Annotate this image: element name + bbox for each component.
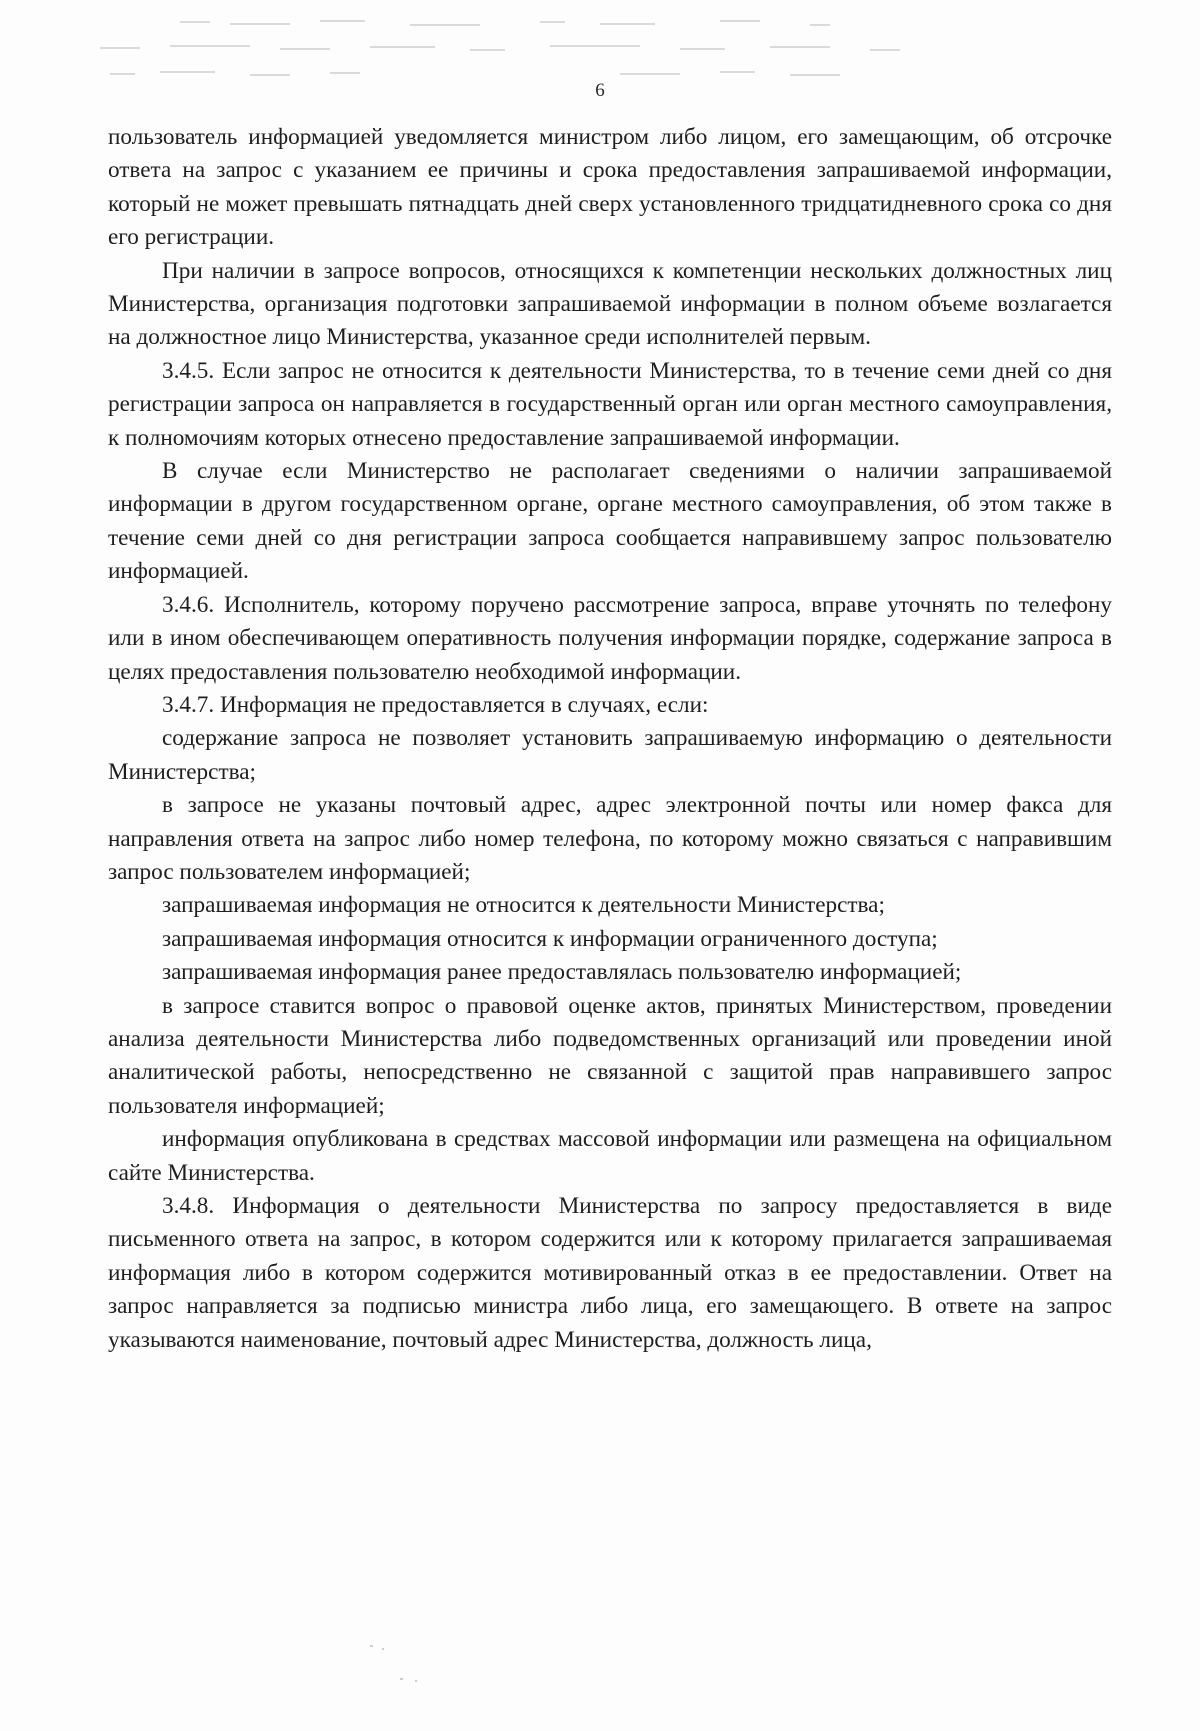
list-item-content-unclear: содержание запроса не позволяет установить запрашиваемую информацию о деятельности Министерства; [108,725,1112,785]
paragraph-3-4-8: 3.4.8. Информация о деятельности Министерства по запросу предоставляется в виде письменного ответа на запрос, в котором содержится или к которому прилагается запрашиваемая информация либо в котором содержится мотивированный отказ в ее предоставлении. Ответ на запрос направляется за подписью министра либо лица, его замещающего. В ответе на запрос указываются наименование, почтовый адрес Министерства, должность лица, [108,1193,1112,1353]
paragraph-continuation: пользователь информацией уведомляется министром либо лицом, его замещающим, об отсрочке ответа на запрос с указанием ее причины и срока предоставления запрашиваемой информации, который не может превышать пятнадцать дней сверх установленного тридцатидневного срока со дня его регистрации. [108,124,1112,251]
paragraph-no-information: В случае если Министерство не располагает сведениями о наличии запрашиваемой информации в другом государственном органе, органе местного самоуправления, об этом также в течение семи дней со дня регистрации запроса сообщается направившему запрос пользователю информацией. [108,458,1112,585]
list-item-no-address: в запросе не указаны почтовый адрес, адрес электронной почты или номер факса для направления ответа на запрос либо номер телефона, по которому можно связаться с направившим запрос пользователем информацией; [108,792,1112,885]
list-item-previously-provided: запрашиваемая информация ранее предоставлялась пользователю информацией; [162,959,962,986]
scan-speck-marks [360,1640,440,1690]
paragraph-3-4-5: 3.4.5. Если запрос не относится к деятельности Министерства, то в течение семи дней со дня регистрации запроса он направляется в государственный орган или орган местного самоуправления, к полномочиям которых отнесено предоставление запрашиваемой информации. [108,357,1112,451]
document-body [108,121,1112,1357]
list-item-already-published: информация опубликована в средствах массовой информации или размещена на официальном сайте Министерства. [108,1126,1112,1186]
list-item-restricted: запрашиваемая информация относится к информации ограниченного доступа; [162,925,938,952]
list-item-legal-assessment: в запросе ставится вопрос о правовой оценке актов, принятых Министерством, проведении анализа деятельности Министерства либо подведомственных организаций или проведении иной аналитической работы, непосредственно не связанной с защитой прав направившего запрос пользователя информацией; [108,992,1112,1119]
paragraph-3-4-6: 3.4.6. Исполнитель, которому поручено рассмотрение запроса, вправе уточнять по телефону или в ином обеспечивающем оперативность получения информации порядке, содержание запроса в целях предоставления пользователю необходимой информации. [108,591,1112,685]
scan-bleed-through-noise [80,15,980,90]
paragraph-3-4-7: 3.4.7. Информация не предоставляется в случаях, если: [162,691,709,718]
paragraph-multiple-officials: При наличии в запросе вопросов, относящихся к компетенции нескольких должностных лиц Министерства, организация подготовки запрашиваемой информации в полном объеме возлагается на должностное лицо Министерства, указанное среди исполнителей первым. [108,257,1112,351]
list-item-not-related: запрашиваемая информация не относится к деятельности Министерства; [162,892,885,919]
page-number: 6 [595,80,605,101]
